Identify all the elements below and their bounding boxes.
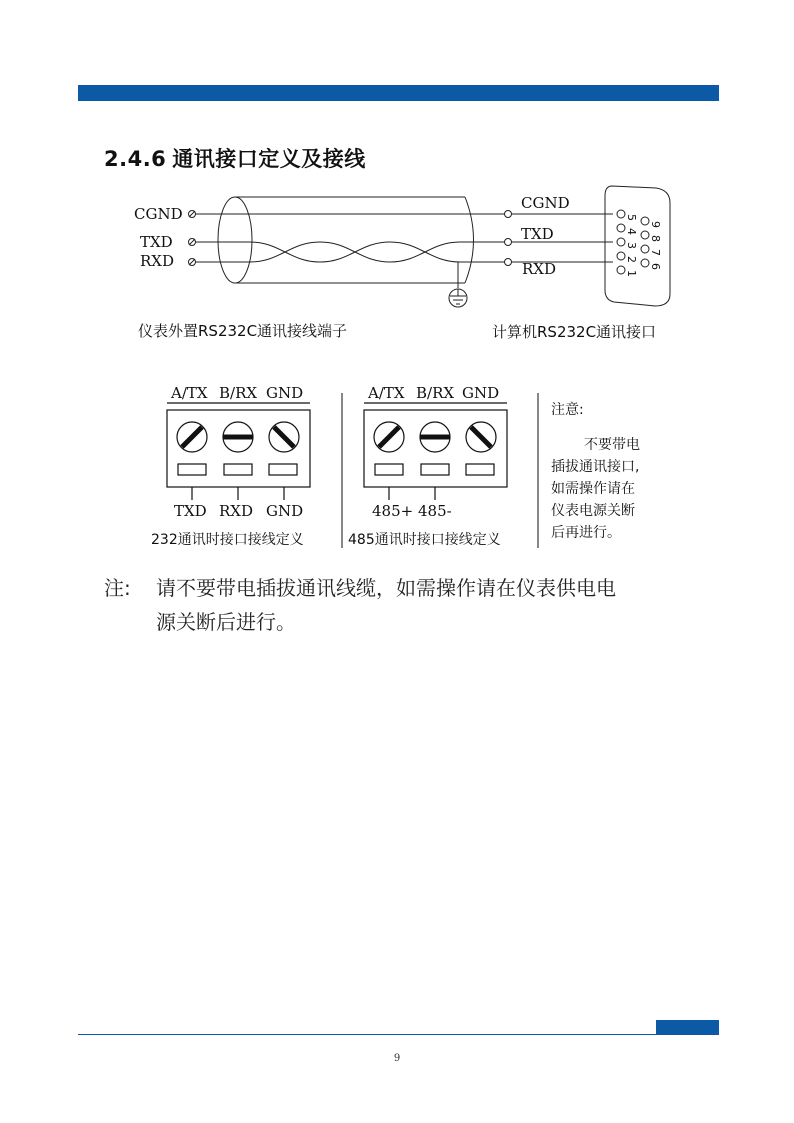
db9-pin-number: 4 <box>625 228 638 235</box>
side-note-line: 后再进行。 <box>551 525 621 541</box>
terminal-485-top-label: B/RX <box>416 384 455 402</box>
left-caption: 仪表外置RS232C通讯接线端子 <box>138 322 348 340</box>
footnote <box>104 571 704 639</box>
left-pin-cgnd: CGND <box>134 205 183 223</box>
side-note <box>551 402 640 541</box>
right-pin-rxd: RXD <box>522 260 556 278</box>
db9-pin-number: 9 <box>649 221 662 228</box>
right-pin-txd: TXD <box>521 225 554 243</box>
rs232-cable-diagram <box>189 186 671 307</box>
db9-pin-number: 1 <box>625 270 638 277</box>
side-note-line: 仪表电源关断 <box>551 503 635 519</box>
db9-pin-number: 5 <box>625 214 638 221</box>
db9-pin-number: 2 <box>625 256 638 263</box>
terminal-232-top-label: A/TX <box>171 384 208 402</box>
terminal-485-top-label: A/TX <box>368 384 405 402</box>
page-number: 9 <box>393 1053 401 1064</box>
side-note-line: 不要带电 <box>584 437 640 453</box>
db9-pin-number: 3 <box>625 242 638 249</box>
terminal-232-bottom-label: GND <box>266 502 304 520</box>
terminal-232-top-label: B/RX <box>219 384 258 402</box>
footer-rule <box>78 1034 719 1035</box>
section-title: 通讯接口定义及接线 <box>172 147 366 171</box>
terminal-232-top-label: GND <box>266 384 304 402</box>
side-note-title: 注意: <box>551 402 584 418</box>
left-pin-rxd: RXD <box>140 252 174 270</box>
footnote-prefix: 注: <box>104 576 131 600</box>
terminal-232-caption: 232通讯时接口接线定义 <box>151 532 304 548</box>
terminal-485-bottom-label: 485- <box>418 502 452 520</box>
right-caption: 计算机RS232C通讯接口 <box>492 323 657 341</box>
footnote-line1: 请不要带电插拔通讯线缆，如需操作请在仪表供电电 <box>156 576 616 600</box>
db9-pin-number: 6 <box>649 263 662 270</box>
right-pin-cgnd: CGND <box>521 194 570 212</box>
footer-block <box>656 1020 719 1035</box>
section-number: 2.4.6 <box>104 147 167 171</box>
terminal-485-caption: 485通讯时接口接线定义 <box>348 532 501 548</box>
db9-pin-number: 8 <box>649 235 662 242</box>
terminal-232-bottom-label: TXD <box>174 502 207 520</box>
left-pin-txd: TXD <box>140 233 173 251</box>
terminal-block-232 <box>151 384 310 548</box>
db9-pin-number: 7 <box>649 249 662 256</box>
side-note-line: 插拔通讯接口, <box>551 459 640 475</box>
terminal-block-485 <box>348 384 507 548</box>
side-note-line: 如需操作请在 <box>551 481 635 497</box>
terminal-232-bottom-label: RXD <box>219 502 253 520</box>
terminal-485-top-label: GND <box>462 384 500 402</box>
terminal-485-bottom-label: 485+ <box>372 502 414 520</box>
footnote-line2: 源关断后进行。 <box>156 610 296 634</box>
